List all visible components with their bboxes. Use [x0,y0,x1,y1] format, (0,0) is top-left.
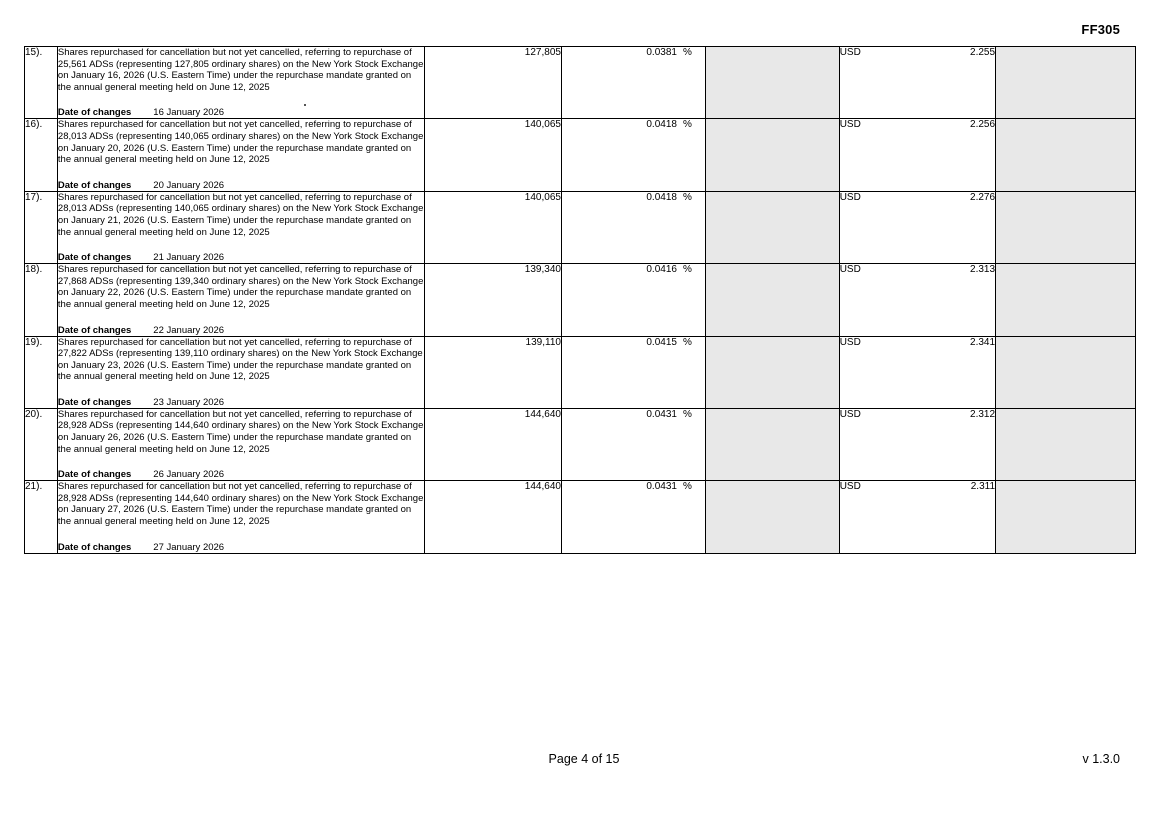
row-description-cell [57,119,424,191]
row-blank-cell [705,119,839,191]
row-quantity: 139,110 [425,336,562,408]
row-blank-cell [705,191,839,263]
percent-symbol: % [682,47,692,58]
row-date-of-changes [58,325,424,336]
row-index: 21). [25,481,58,553]
date-of-changes-label: Date of changes [57,252,132,264]
row-description: Shares repurchased for cancellation but not yet cancelled, referring to repurchase of 25,561 ADSs (representing 127,805 ordinary shares) on the New York Stock Exchange on January 16, 2026 (U.S. Eastern Time) under the repurchase mandate granted on the annual general meeting held on June 12, 2025 [57,47,424,93]
table-row [25,481,1136,553]
row-price: 2.311 [970,481,996,493]
percent-symbol: % [682,191,692,203]
row-description: Shares repurchased for cancellation but not yet cancelled, referring to repurchase of 27,822 ADSs (representing 139,110 ordinary shares) on the New York Stock Exchange on January 23, 2026 (U.S. Eastern Time) under the repurchase mandate granted on the annual general meeting held on June 12, 2025 [57,336,423,383]
percent-symbol: % [682,119,692,131]
row-percent: 0.0431 [646,408,677,420]
table-row [25,336,1136,408]
row-index: 15). [25,47,58,119]
date-of-changes-value: 16 January 2026 [153,107,225,119]
row-percent-cell [561,191,705,263]
row-blank-cell [705,264,839,336]
row-price: 2.341 [970,336,996,348]
row-currency: USD [839,408,861,420]
row-quantity: 140,065 [425,191,562,263]
table-row [25,408,1136,480]
row-quantity: 127,805 [425,47,562,119]
row-percent: 0.0418 [646,119,677,131]
row-date-of-changes [58,397,424,408]
row-trailing-cell [996,481,1136,553]
row-index: 20). [25,408,58,480]
row-description-cell [57,336,424,408]
table-body [25,47,1136,554]
table-row [25,47,1136,119]
percent-symbol: % [682,481,692,493]
row-index: 19). [25,336,58,408]
table-row [25,264,1136,336]
row-percent-cell [561,481,705,553]
row-price: 2.312 [970,408,996,420]
row-blank-cell [705,481,839,553]
row-percent: 0.0431 [646,481,677,493]
row-percent-cell [561,336,705,408]
row-currency: USD [839,191,861,203]
row-trailing-cell [996,264,1136,336]
row-percent: 0.0415 [646,336,677,348]
form-code: FF305 [1081,22,1120,37]
row-price: 2.276 [970,191,996,203]
row-currency-cell [839,47,995,119]
date-of-changes-value: 20 January 2026 [153,179,225,191]
row-blank-cell [705,336,839,408]
version-label: v 1.3.0 [1082,752,1120,766]
date-of-changes-value: 26 January 2026 [153,469,225,481]
date-of-changes-value: 27 January 2026 [153,541,225,553]
row-currency-cell [839,481,995,553]
row-blank-cell [705,47,839,119]
row-trailing-cell [996,336,1136,408]
row-description-cell [57,264,424,336]
date-of-changes-label: Date of changes [57,396,132,408]
table-row [25,191,1136,263]
row-description-cell [57,47,424,119]
row-trailing-cell [996,191,1136,263]
row-currency-cell [839,119,995,191]
row-trailing-cell [996,119,1136,191]
row-currency: USD [839,47,861,58]
page-number: Page 4 of 15 [548,752,620,766]
row-date-of-changes [58,107,424,118]
row-currency-cell [839,264,995,336]
row-date-of-changes [58,469,424,480]
print-artifact-dot [304,104,306,106]
row-currency: USD [839,119,861,131]
row-description: Shares repurchased for cancellation but not yet cancelled, referring to repurchase of 28,013 ADSs (representing 140,065 ordinary shares) on the New York Stock Exchange on January 20, 2026 (U.S. Eastern Time) under the repurchase mandate granted on the annual general meeting held on June 12, 2025 [57,119,424,166]
row-index: 16). [25,119,58,191]
row-currency: USD [839,336,861,348]
date-of-changes-value: 23 January 2026 [153,396,225,408]
row-percent-cell [561,264,705,336]
date-of-changes-label: Date of changes [57,541,132,553]
date-of-changes-value: 22 January 2026 [153,324,225,336]
row-date-of-changes [58,542,424,553]
row-description: Shares repurchased for cancellation but not yet cancelled, referring to repurchase of 28,013 ADSs (representing 140,065 ordinary shares) on the New York Stock Exchange on January 21, 2026 (U.S. Eastern Time) under the repurchase mandate granted on the annual general meeting held on June 12, 2025 [57,191,424,238]
row-blank-cell [705,408,839,480]
row-quantity: 139,340 [425,264,562,336]
row-percent: 0.0381 [646,47,677,58]
row-currency-cell [839,191,995,263]
row-quantity: 140,065 [425,119,562,191]
row-index: 17). [25,191,58,263]
date-of-changes-label: Date of changes [57,324,132,336]
row-percent-cell [561,408,705,480]
row-description-cell [57,408,424,480]
date-of-changes-value: 21 January 2026 [153,252,225,264]
percent-symbol: % [682,408,692,420]
row-date-of-changes [58,180,424,191]
row-percent-cell [561,119,705,191]
row-percent: 0.0418 [646,191,677,203]
row-quantity: 144,640 [425,481,562,553]
row-trailing-cell [996,47,1136,119]
row-currency-cell [839,408,995,480]
row-index: 18). [25,264,58,336]
row-currency: USD [839,264,861,276]
row-percent: 0.0416 [646,264,677,276]
row-description: Shares repurchased for cancellation but not yet cancelled, referring to repurchase of 28,928 ADSs (representing 144,640 ordinary shares) on the New York Stock Exchange on January 26, 2026 (U.S. Eastern Time) under the repurchase mandate granted on the annual general meeting held on June 12, 2025 [57,408,424,455]
percent-symbol: % [682,336,692,348]
date-of-changes-label: Date of changes [57,107,132,119]
row-percent-cell [561,47,705,119]
table-row [25,119,1136,191]
row-price: 2.255 [970,47,996,58]
row-price: 2.256 [970,119,996,131]
date-of-changes-label: Date of changes [57,179,132,191]
percent-symbol: % [682,264,692,276]
row-date-of-changes [58,252,424,263]
row-currency: USD [839,481,861,493]
date-of-changes-label: Date of changes [57,469,132,481]
row-description-cell [57,481,424,553]
row-trailing-cell [996,408,1136,480]
row-price: 2.313 [970,264,996,276]
row-description-cell [57,191,424,263]
row-description: Shares repurchased for cancellation but not yet cancelled, referring to repurchase of 28,928 ADSs (representing 144,640 ordinary shares) on the New York Stock Exchange on January 27, 2026 (U.S. Eastern Time) under the repurchase mandate granted on the annual general meeting held on June 12, 2025 [57,481,424,528]
row-description: Shares repurchased for cancellation but not yet cancelled, referring to repurchase of 27,868 ADSs (representing 139,340 ordinary shares) on the New York Stock Exchange on January 22, 2026 (U.S. Eastern Time) under the repurchase mandate granted on the annual general meeting held on June 12, 2025 [57,264,424,310]
share-repurchase-table [24,46,1136,554]
row-quantity: 144,640 [425,408,562,480]
row-currency-cell [839,336,995,408]
